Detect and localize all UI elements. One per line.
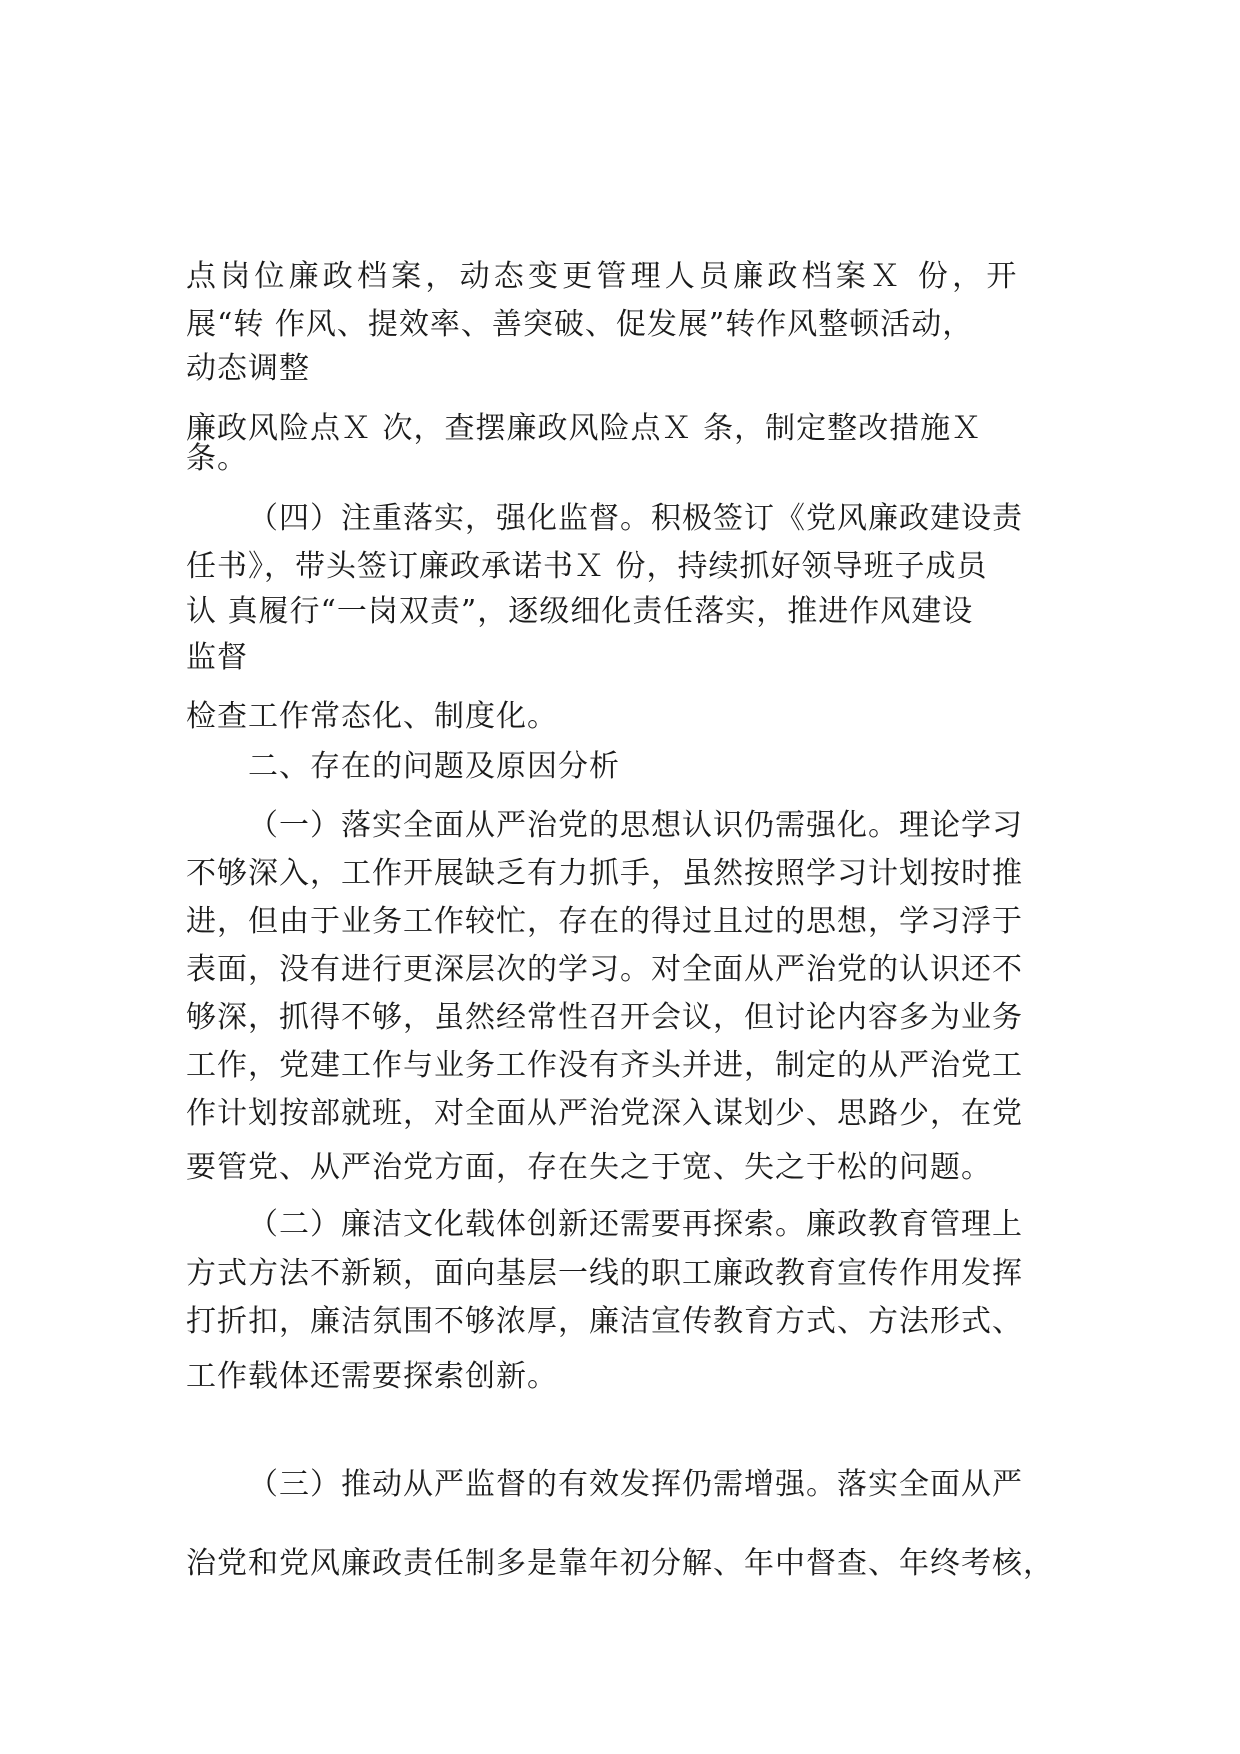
text-line: （二）廉洁文化载体创新还需要再探索。廉政教育管理上 bbox=[248, 1207, 1023, 1242]
text-line: （三）推动从严监督的有效发挥仍需增强。落实全面从严 bbox=[248, 1467, 1023, 1502]
text-line: 条。 bbox=[186, 441, 248, 476]
text-line: 任书》，带头签订廉政承诺书Ｘ 份，持续抓好领导班子成员 bbox=[186, 549, 988, 584]
text-line: 动态调整 bbox=[186, 351, 310, 386]
text-line: 治党和党风廉政责任制多是靠年初分解、年中督查、年终考核， bbox=[186, 1546, 1054, 1581]
text-line: 进，但由于业务工作较忙，存在的得过且过的思想，学习浮于 bbox=[186, 904, 1023, 939]
text-line: 检查工作常态化、制度化。 bbox=[186, 699, 558, 734]
text-line: 工作，党建工作与业务工作没有齐头并进，制定的从严治党工 bbox=[186, 1048, 1023, 1083]
text-line: 不够深入，工作开展缺乏有力抓手，虽然按照学习计划按时推 bbox=[186, 856, 1023, 891]
text-line: 监督 bbox=[186, 640, 248, 675]
text-line: 展“转 作风、提效率、善突破、促发展”转作风整顿活动， bbox=[186, 307, 974, 342]
text-line: （四）注重落实，强化监督。积极签订《党风廉政建设责 bbox=[248, 501, 1023, 536]
text-line: （一）落实全面从严治党的思想认识仍需强化。理论学习 bbox=[248, 808, 1023, 843]
text-line: 要管党、从严治党方面，存在失之于宽、失之于松的问题。 bbox=[186, 1150, 992, 1185]
text-line: 打折扣，廉洁氛围不够浓厚，廉洁宣传教育方式、方法形式、 bbox=[186, 1304, 1023, 1339]
text-line: 方式方法不新颖，面向基层一线的职工廉政教育宣传作用发挥 bbox=[186, 1256, 1023, 1291]
text-line: 点岗位廉政档案，动态变更管理人员廉政档案Ｘ 份，开 bbox=[186, 259, 1021, 294]
text-line: 廉政风险点Ｘ 次，查摆廉政风险点Ｘ 条，制定整改措施Ｘ bbox=[186, 411, 983, 446]
text-line: 够深，抓得不够，虽然经常性召开会议，但讨论内容多为业务 bbox=[186, 1000, 1023, 1035]
text-line: 作计划按部就班，对全面从严治党深入谋划少、思路少，在党 bbox=[186, 1096, 1023, 1131]
section-heading: 二、存在的问题及原因分析 bbox=[248, 749, 620, 784]
text-line: 认 真履行“一岗双责”，逐级细化责任落实，推进作风建设 bbox=[186, 594, 974, 629]
text-line: 表面，没有进行更深层次的学习。对全面从严治党的认识还不 bbox=[186, 952, 1023, 987]
text-line: 工作载体还需要探索创新。 bbox=[186, 1359, 558, 1394]
